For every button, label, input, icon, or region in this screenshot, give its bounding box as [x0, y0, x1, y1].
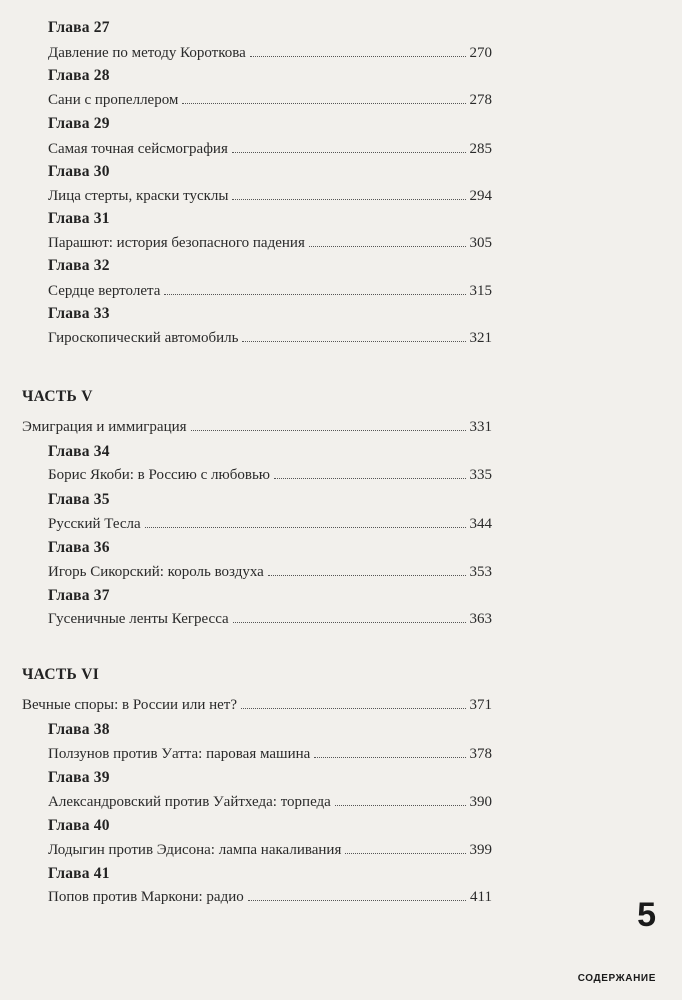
running-footer: СОДЕРЖАНИЕ: [577, 973, 656, 984]
toc-entry: [48, 467, 492, 484]
dot-leader: [314, 757, 465, 758]
toc-entry-title: Игорь Сикорский: король воздуха: [48, 564, 264, 580]
toc-entry: [48, 141, 492, 158]
toc-entry-page: 315: [469, 283, 492, 299]
toc-entry-title: Лодыгин против Эдисона: лампа накаливания: [48, 842, 342, 858]
dot-leader: [250, 56, 466, 57]
toc-entry-title: Борис Якоби: в Россию с любовью: [48, 467, 270, 483]
dot-leader: [182, 103, 465, 104]
chapter-label: Глава 38: [48, 721, 110, 738]
part-page: 371: [469, 697, 492, 713]
toc-entry-page: 378: [469, 746, 492, 762]
dot-leader: [248, 900, 466, 901]
toc-entry: [48, 564, 492, 581]
toc-entry-title: Гироскопический автомобиль: [48, 330, 239, 346]
toc-entry: [48, 235, 492, 252]
toc-entry-page: 344: [469, 516, 492, 532]
toc-entry-page: 294: [469, 188, 492, 204]
chapter-label: Глава 32: [48, 257, 110, 274]
dot-leader: [274, 478, 466, 479]
toc-entry: [48, 842, 492, 859]
toc-entry: [48, 794, 492, 811]
toc-entry: [48, 516, 492, 533]
toc-entry-page: 285: [469, 141, 492, 157]
chapter-label: Глава 36: [48, 539, 110, 556]
chapter-label: Глава 28: [48, 67, 110, 84]
toc-entry: [48, 746, 492, 763]
chapter-label: Глава 41: [48, 865, 110, 882]
toc-entry-page: 305: [469, 235, 492, 251]
toc-entry-title: Попов против Маркони: радио: [48, 889, 244, 905]
chapter-label: Глава 40: [48, 817, 110, 834]
chapter-label: Глава 35: [48, 491, 110, 508]
toc-entry: [48, 45, 492, 62]
dot-leader: [241, 708, 465, 709]
part-title: Вечные споры: в России или нет?: [22, 697, 238, 713]
dot-leader: [233, 622, 466, 623]
dot-leader: [345, 853, 465, 854]
toc-entry-page: 390: [469, 794, 492, 810]
toc-entry-title: Парашют: история безопасного падения: [48, 235, 305, 251]
toc-entry-title: Лица стерты, краски тусклы: [48, 188, 229, 204]
toc-entry-page: 399: [469, 842, 492, 858]
dot-leader: [145, 527, 466, 528]
toc-entry-title: Самая точная сейсмография: [48, 141, 228, 157]
part-title: Эмиграция и иммиграция: [22, 419, 187, 435]
toc-entry: [48, 889, 492, 906]
part-title-entry: [22, 419, 492, 436]
toc-entry: [48, 188, 492, 205]
toc-entry-title: Давление по методу Короткова: [48, 45, 246, 61]
part-page: 331: [469, 419, 492, 435]
toc-entry: [48, 283, 492, 300]
toc-entry: [48, 92, 492, 109]
dot-leader: [164, 294, 465, 295]
toc-entry-page: 321: [469, 330, 492, 346]
toc-entry-title: Александровский против Уайтхеда: торпеда: [48, 794, 331, 810]
page-number: 5: [637, 896, 656, 934]
toc-entry-page: 353: [469, 564, 492, 580]
toc-entry-page: 335: [469, 467, 492, 483]
toc-entry-title: Гусеничные ленты Кегресса: [48, 611, 229, 627]
chapter-label: Глава 33: [48, 305, 110, 322]
toc-entry-page: 270: [469, 45, 492, 61]
chapter-label: Глава 37: [48, 587, 110, 604]
toc-entry-title: Сердце вертолета: [48, 283, 161, 299]
toc-entry: [48, 611, 492, 628]
chapter-label: Глава 39: [48, 769, 110, 786]
dot-leader: [232, 199, 465, 200]
toc-entry-title: Ползунов против Уатта: паровая машина: [48, 746, 311, 762]
chapter-label: Глава 29: [48, 115, 110, 132]
dot-leader: [232, 152, 466, 153]
toc-entry-page: 278: [469, 92, 492, 108]
toc-entry: [48, 330, 492, 347]
dot-leader: [309, 246, 466, 247]
toc-entry-page: 363: [469, 611, 492, 627]
dot-leader: [242, 341, 465, 342]
chapter-label: Глава 34: [48, 443, 110, 460]
toc-entry-title: Сани с пропеллером: [48, 92, 179, 108]
toc-entry-page: 411: [470, 889, 492, 905]
dot-leader: [191, 430, 466, 431]
dot-leader: [268, 575, 466, 576]
part-heading: ЧАСТЬ V: [22, 388, 93, 405]
part-title-entry: [22, 697, 492, 714]
chapter-label: Глава 31: [48, 210, 110, 227]
part-heading: ЧАСТЬ VI: [22, 666, 100, 683]
toc-entry-title: Русский Тесла: [48, 516, 141, 532]
chapter-label: Глава 27: [48, 19, 110, 36]
dot-leader: [335, 805, 466, 806]
chapter-label: Глава 30: [48, 163, 110, 180]
